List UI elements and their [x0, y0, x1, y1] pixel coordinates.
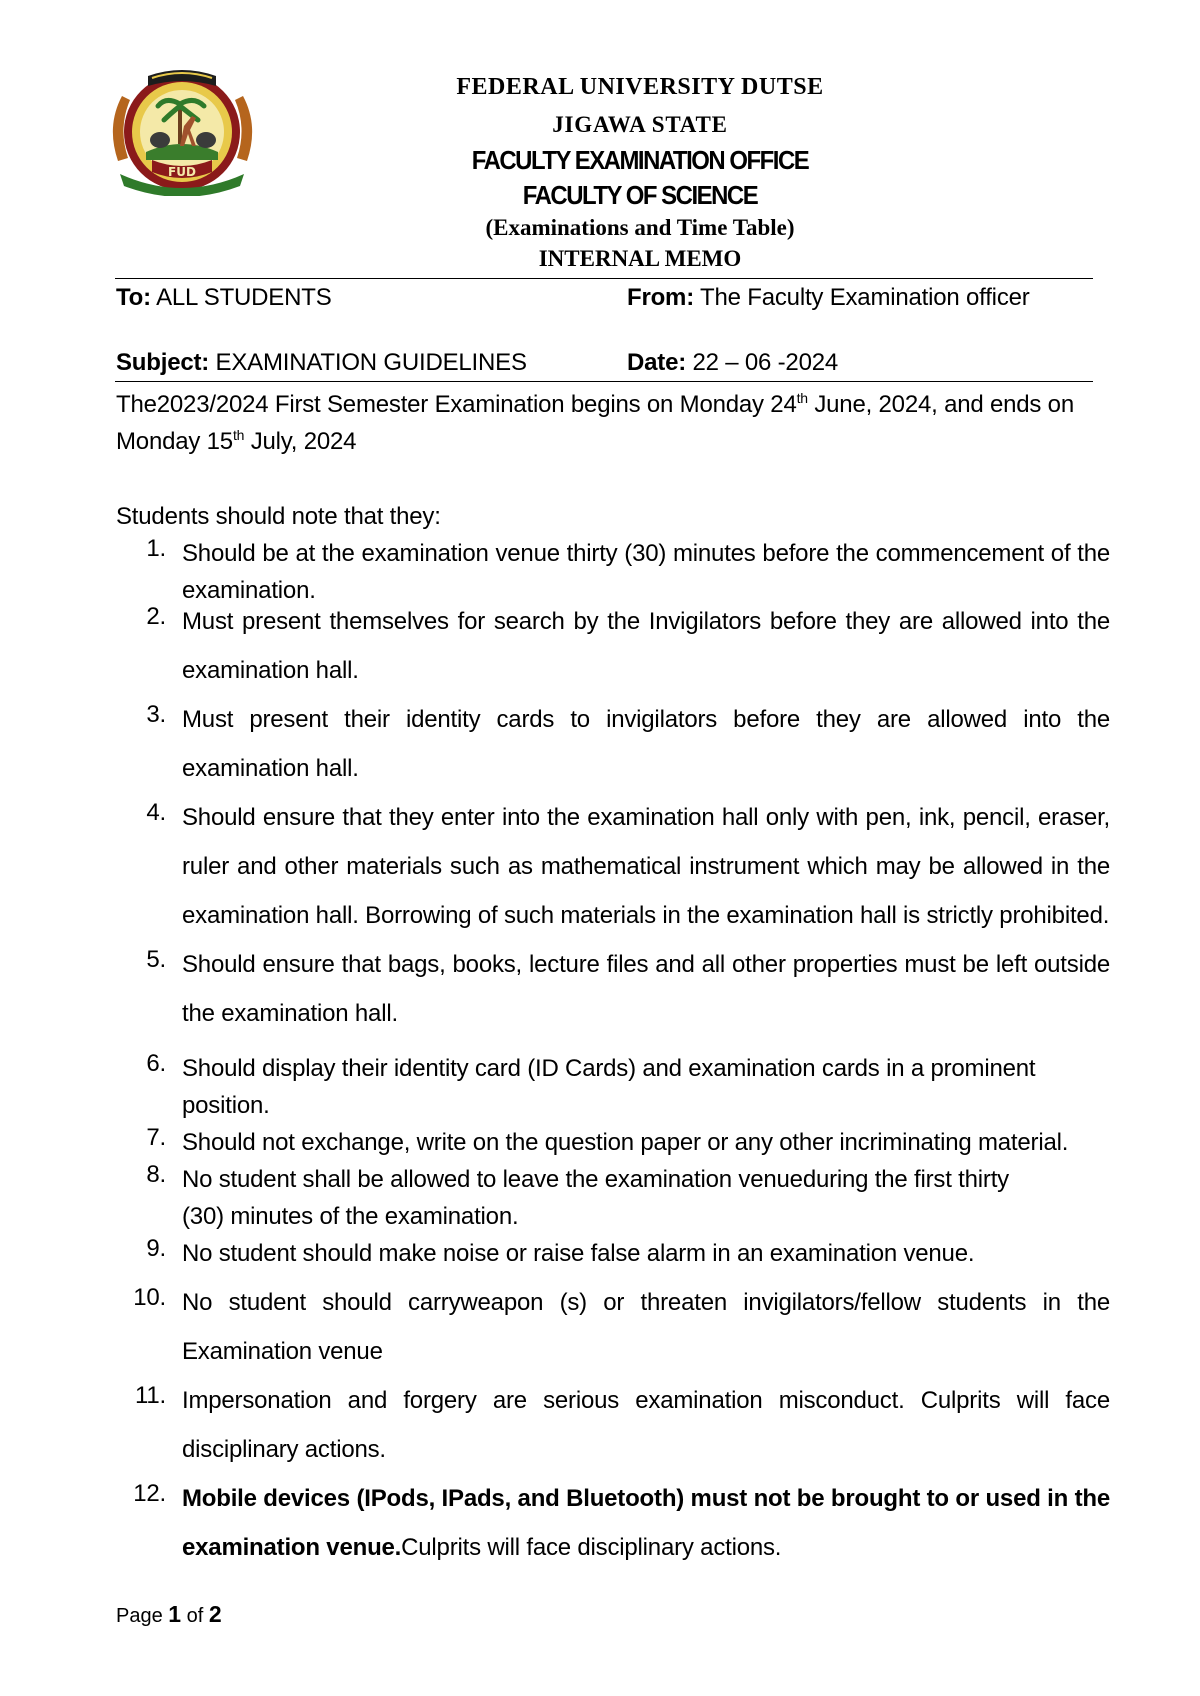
list-number: 12. [133, 1480, 166, 1507]
university-logo [100, 56, 265, 196]
intro-text-c: July, 2024 [244, 428, 357, 455]
memo-to [116, 284, 332, 312]
list-text [166, 1474, 1110, 1572]
faculty-name: FACULTY OF SCIENCE [522, 180, 758, 210]
memo-date [627, 349, 838, 377]
list-text: Should not exchange, write on the question paper or any other incriminating material. [182, 1129, 1069, 1156]
intro-paragraph [116, 386, 1096, 460]
memo-divider [115, 381, 1093, 382]
of-word: of [186, 1605, 204, 1627]
list-number: 2. [146, 603, 166, 630]
list-text-rest: Culprits will face disciplinary actions. [401, 1534, 782, 1561]
list-text: Should be at the examination venue thirty (30) minutes before the commencement of the examination. [182, 540, 1110, 604]
intro-text-b: June, 2024, and ends on Monday 15 [116, 391, 1074, 455]
state-name: JIGAWA STATE [552, 112, 728, 137]
list-text: No student should make noise or raise false alarm in an examination venue. [182, 1240, 975, 1267]
header-divider [115, 278, 1093, 279]
memo-from [627, 284, 1030, 312]
list-number: 8. [146, 1161, 166, 1188]
list-text: No student should carryweapon (s) or threaten invigilators/fellow students in the Examination venue [182, 1289, 1110, 1365]
subject-value: EXAMINATION GUIDELINES [215, 349, 527, 376]
list-number: 5. [146, 946, 166, 973]
intro-text-a: The2023/2024 First Semester Examination begins on Monday 24 [116, 391, 797, 418]
intro-sup-2: th [232, 427, 245, 443]
university-name: FEDERAL UNIVERSITY DUTSE [456, 74, 824, 100]
page-total: 2 [208, 1601, 222, 1627]
page-number: 1 [168, 1601, 182, 1627]
to-label: To: [116, 284, 151, 311]
list-number: 4. [146, 799, 166, 826]
page-word: Page [116, 1605, 163, 1627]
list-text: Impersonation and forgery are serious examination misconduct. Culprits will face disciplinary actions. [182, 1387, 1110, 1463]
page-footer [116, 1601, 222, 1628]
list-text: Should ensure that bags, books, lecture files and all other properties must be left outside the examination hall. [182, 951, 1110, 1027]
list-number: 1. [146, 535, 166, 562]
date-label: Date: [627, 349, 687, 376]
list-text: Must present themselves for search by the Invigilators before they are allowed into the examination hall. [182, 608, 1110, 684]
to-value: ALL STUDENTS [156, 284, 332, 311]
list-text: No student shall be allowed to leave the examination venueduring the first thirty (30) minutes of the examination. [182, 1166, 1009, 1230]
intro-sup-1: th [796, 390, 808, 406]
list-number: 11. [135, 1382, 166, 1409]
memo-subject [116, 349, 527, 377]
list-text: Should ensure that they enter into the examination hall only with pen, ink, pencil, eraser, ruler and other materials such as mathematical instrument which may be allowed in the examination hall. Borrowing of such materials in the examination hall is strictly prohibited. [182, 804, 1110, 929]
office-name: FACULTY EXAMINATION OFFICE [471, 145, 809, 175]
list-text: Should display their identity card (ID Cards) and examination cards in a prominent position. [182, 1055, 1036, 1119]
from-value: The Faculty Examination officer [700, 284, 1030, 311]
date-value: 22 – 06 -2024 [692, 349, 839, 376]
list-text: Must present their identity cards to invigilators before they are allowed into the examination hall. [182, 706, 1110, 782]
list-number: 7. [146, 1124, 166, 1151]
list-text-bold: Mobile devices (IPods, IPads, and Bluetooth) must not be brought to or used in the examination venue. [182, 1485, 1110, 1561]
lead-text: Students should note that they: [116, 503, 441, 530]
list-number: 3. [146, 701, 166, 728]
list-number: 9. [146, 1235, 166, 1262]
subject-label: Subject: [116, 349, 210, 376]
from-label: From: [627, 284, 694, 311]
section-name: (Examinations and Time Table) [485, 215, 795, 240]
list-number: 10. [133, 1284, 166, 1311]
document-type: INTERNAL MEMO [538, 246, 742, 271]
list-number: 6. [146, 1050, 166, 1077]
logo-text: FUD [168, 165, 196, 179]
